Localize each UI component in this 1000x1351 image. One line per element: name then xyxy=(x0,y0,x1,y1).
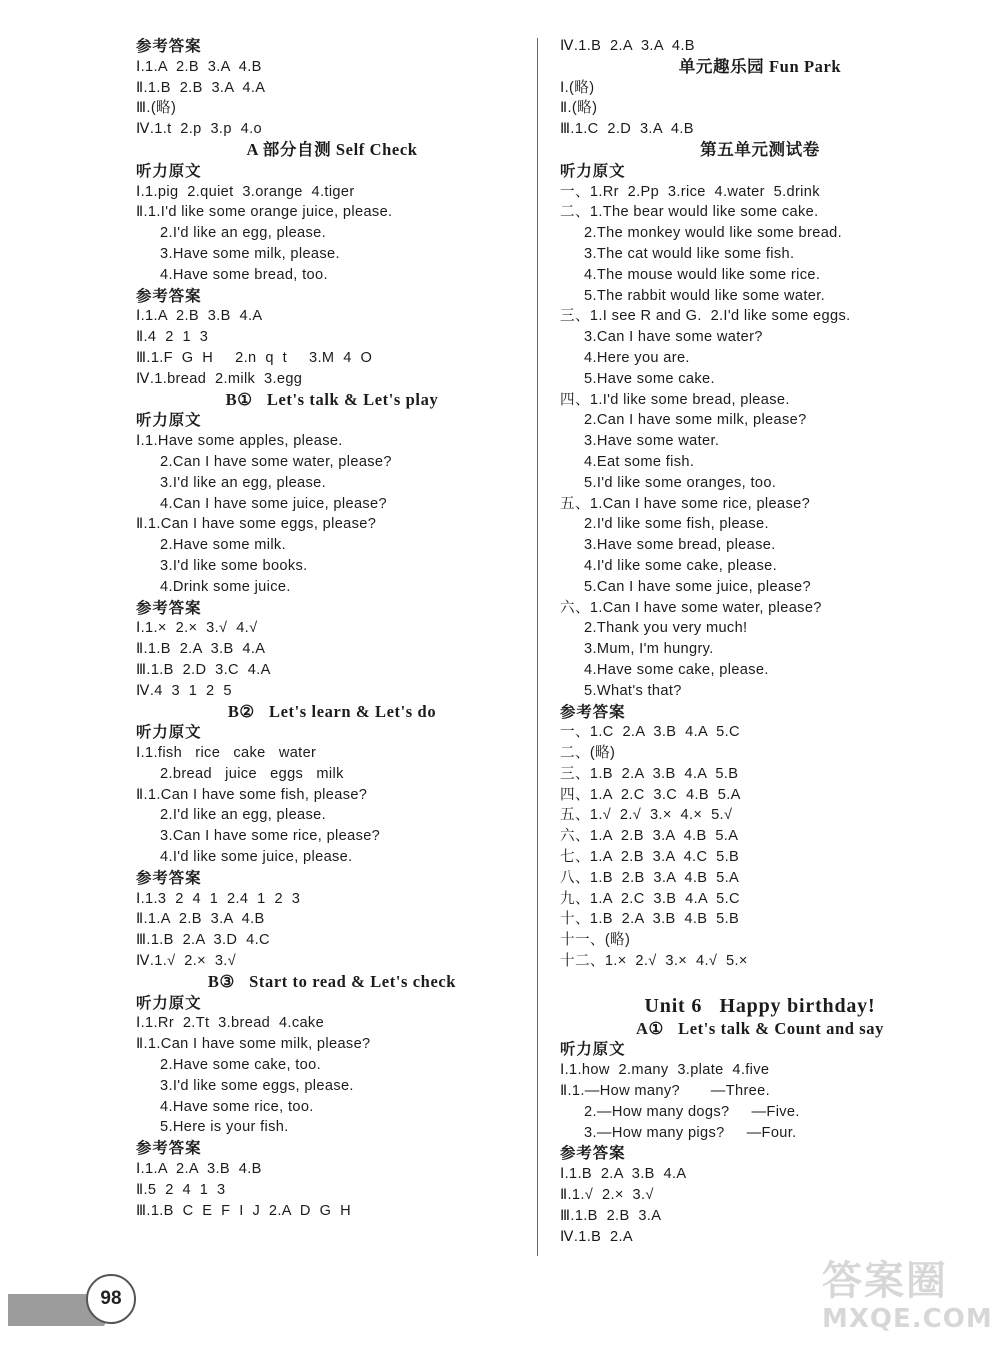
text-line: 4.The mouse would like some rice. xyxy=(584,266,821,283)
text-line: Ⅱ.1.B 2.A 3.B 4.A xyxy=(136,641,266,658)
text-line: 2.I'd like some fish, please. xyxy=(584,516,769,533)
section-heading: 参考答案 xyxy=(136,286,202,305)
text-line: 4.Have some cake, please. xyxy=(584,661,769,678)
left-column xyxy=(136,36,528,1221)
section-heading: 听力原文 xyxy=(560,161,626,180)
text-line: 5.Here is your fish. xyxy=(160,1119,289,1136)
text-line: 3.Can I have some water? xyxy=(584,329,763,346)
section-heading: 听力原文 xyxy=(136,993,202,1012)
text-line: 5.I'd like some oranges, too. xyxy=(584,474,777,491)
text-line: 五、1.Can I have some rice, please? xyxy=(560,495,811,512)
text-line: Ⅲ.1.B 2.B 3.A xyxy=(560,1207,662,1224)
text-line: 3.Have some bread, please. xyxy=(584,537,776,554)
text-line: Ⅲ.1.B C E F I J 2.A D G H xyxy=(136,1202,351,1219)
text-line: Ⅲ.1.C 2.D 3.A 4.B xyxy=(560,121,694,138)
spacer xyxy=(560,972,960,993)
text-line: Ⅳ.1.bread 2.milk 3.egg xyxy=(136,370,303,387)
section-heading: 听力原文 xyxy=(136,411,202,430)
text-line: 十一、(略) xyxy=(560,932,631,949)
text-line: Ⅰ.1.A 2.A 3.B 4.B xyxy=(136,1161,262,1178)
text-line: Ⅲ.(略) xyxy=(136,100,177,117)
text-line: 5.Have some cake. xyxy=(584,370,715,387)
text-line: Ⅰ.1.3 2 4 1 2.4 1 2 3 xyxy=(136,890,301,907)
text-line: 三、1.I see R and G. 2.I'd like some eggs. xyxy=(560,308,851,325)
text-line: Ⅰ.(略) xyxy=(560,79,595,96)
text-line: 4.Drink some juice. xyxy=(160,578,291,595)
watermark-logo-text: 答案圈 xyxy=(822,1258,948,1304)
watermark xyxy=(822,1258,992,1344)
text-line: 3.Have some milk, please. xyxy=(160,245,340,262)
text-line: 六、1.A 2.B 3.A 4.B 5.A xyxy=(560,828,739,845)
text-line: 3.I'd like some eggs, please. xyxy=(160,1077,354,1094)
text-line: 3.Mum, I'm hungry. xyxy=(584,641,714,658)
section-heading: 参考答案 xyxy=(136,1139,202,1158)
text-line: 5.The rabbit would like some water. xyxy=(584,287,825,304)
text-line: 二、(略) xyxy=(560,745,616,762)
text-line: 2.Can I have some water, please? xyxy=(160,453,392,470)
text-line: Ⅲ.1.B 2.D 3.C 4.A xyxy=(136,661,271,678)
text-line: 4.Can I have some juice, please? xyxy=(160,495,387,512)
text-line: 2.I'd like an egg, please. xyxy=(160,225,327,242)
section-heading: 参考答案 xyxy=(560,702,626,721)
text-line: 2.The monkey would like some bread. xyxy=(584,225,843,242)
unit-title: 单元趣乐园 Fun Park xyxy=(678,56,842,76)
text-line: Ⅱ.1.A 2.B 3.A 4.B xyxy=(136,911,265,928)
text-line: 2.bread juice eggs milk xyxy=(160,765,344,782)
text-line: 八、1.B 2.B 3.A 4.B 5.A xyxy=(560,869,740,886)
text-line: Ⅳ.1.√ 2.× 3.√ xyxy=(136,953,237,970)
text-line: 四、1.I'd like some bread, please. xyxy=(560,391,790,408)
text-line: 二、1.The bear would like some cake. xyxy=(560,204,819,221)
unit-title: A① Let's talk & Count and say xyxy=(636,1018,884,1038)
text-line: 3.Have some water. xyxy=(584,433,720,450)
text-line: Ⅱ.1.I'd like some orange juice, please. xyxy=(136,204,393,221)
text-line: 一、1.C 2.A 3.B 4.A 5.C xyxy=(560,724,740,741)
text-line: 4.Eat some fish. xyxy=(584,453,695,470)
text-line: Ⅱ.1.Can I have some milk, please? xyxy=(136,1036,371,1053)
watermark-url: MXQE.COM xyxy=(822,1304,993,1334)
text-line: 3.Can I have some rice, please? xyxy=(160,828,381,845)
text-line: 2.Have some milk. xyxy=(160,537,286,554)
unit-title: B② Let's learn & Let's do xyxy=(227,701,437,721)
text-line: 4.I'd like some juice, please. xyxy=(160,849,353,866)
text-line: Ⅰ.1.B 2.A 3.B 4.A xyxy=(560,1166,687,1183)
unit-title: B① Let's talk & Let's play xyxy=(225,389,439,409)
text-line: Ⅰ.1.Have some apples, please. xyxy=(136,433,343,450)
text-line: 5.What's that? xyxy=(584,682,682,699)
text-line: Ⅰ.1.× 2.× 3.√ 4.√ xyxy=(136,620,258,637)
text-line: Ⅱ.4 2 1 3 xyxy=(136,329,209,346)
text-line: Ⅰ.1.A 2.B 3.A 4.B xyxy=(136,58,262,75)
text-line: 十、1.B 2.A 3.B 4.B 5.B xyxy=(560,911,740,928)
text-line: Ⅰ.1.Rr 2.Tt 3.bread 4.cake xyxy=(136,1015,325,1032)
text-line: 3.I'd like some books. xyxy=(160,557,308,574)
text-line: Ⅳ.1.B 2.A xyxy=(560,1228,633,1245)
text-line: Ⅳ.4 3 1 2 5 xyxy=(136,682,232,699)
text-line: Ⅰ.1.pig 2.quiet 3.orange 4.tiger xyxy=(136,183,355,200)
text-line: 4.Here you are. xyxy=(584,349,690,366)
text-line: 2.I'd like an egg, please. xyxy=(160,807,327,824)
text-line: 4.I'd like some cake, please. xyxy=(584,557,778,574)
text-line: 3.The cat would like some fish. xyxy=(584,245,795,262)
text-line: Ⅱ.(略) xyxy=(560,100,598,117)
text-line: 2.—How many dogs? —Five. xyxy=(584,1103,800,1120)
text-line: 2.Thank you very much! xyxy=(584,620,748,637)
section-heading: 参考答案 xyxy=(136,868,202,887)
unit-title: 第五单元测试卷 xyxy=(700,139,820,159)
text-line: 三、1.B 2.A 3.B 4.A 5.B xyxy=(560,765,739,782)
text-line: 九、1.A 2.C 3.B 4.A 5.C xyxy=(560,890,740,907)
text-line: 十二、1.× 2.√ 3.× 4.√ 5.× xyxy=(560,953,748,970)
section-heading: 听力原文 xyxy=(136,161,202,180)
text-line: Ⅱ.1.Can I have some eggs, please? xyxy=(136,516,377,533)
section-heading: 听力原文 xyxy=(136,723,202,742)
text-line: 3.—How many pigs? —Four. xyxy=(584,1124,797,1141)
unit-title: Unit 6 Happy birthday! xyxy=(644,994,876,1017)
text-line: Ⅱ.1.√ 2.× 3.√ xyxy=(560,1187,654,1204)
unit-title: B③ Start to read & Let's check xyxy=(207,971,457,991)
text-line: 七、1.A 2.B 3.A 4.C 5.B xyxy=(560,849,740,866)
text-line: 2.Have some cake, too. xyxy=(160,1057,322,1074)
text-line: Ⅱ.1.—How many? —Three. xyxy=(560,1083,771,1100)
text-line: Ⅲ.1.F G H 2.n q t 3.M 4 O xyxy=(136,349,373,366)
text-line: Ⅱ.5 2 4 1 3 xyxy=(136,1181,226,1198)
text-line: Ⅱ.1.Can I have some fish, please? xyxy=(136,786,368,803)
text-line: 5.Can I have some juice, please? xyxy=(584,578,811,595)
section-heading: 参考答案 xyxy=(136,598,202,617)
text-line: 四、1.A 2.C 3.C 4.B 5.A xyxy=(560,786,741,803)
text-line: Ⅲ.1.B 2.A 3.D 4.C xyxy=(136,932,270,949)
text-line: Ⅳ.1.t 2.p 3.p 4.o xyxy=(136,121,262,138)
text-line: Ⅱ.1.B 2.B 3.A 4.A xyxy=(136,79,266,96)
text-line: Ⅰ.1.how 2.many 3.plate 4.five xyxy=(560,1062,770,1079)
text-line: Ⅳ.1.B 2.A 3.A 4.B xyxy=(560,38,695,54)
text-line: 六、1.Can I have some water, please? xyxy=(560,599,822,616)
text-line: 3.I'd like an egg, please. xyxy=(160,474,327,491)
text-line: Ⅰ.1.fish rice cake water xyxy=(136,745,317,762)
page-number: 98 xyxy=(86,1274,136,1324)
section-heading: 听力原文 xyxy=(560,1040,626,1059)
column-divider xyxy=(537,38,538,1256)
text-line: 4.Have some rice, too. xyxy=(160,1098,314,1115)
section-heading: 参考答案 xyxy=(560,1144,626,1163)
text-line: 一、1.Rr 2.Pp 3.rice 4.water 5.drink xyxy=(560,183,820,200)
unit-title: A 部分自测 Self Check xyxy=(246,139,418,159)
text-line: Ⅰ.1.A 2.B 3.B 4.A xyxy=(136,308,263,325)
text-line: 五、1.√ 2.√ 3.× 4.× 5.√ xyxy=(560,807,733,824)
right-column xyxy=(560,36,960,1247)
text-line: 4.Have some bread, too. xyxy=(160,266,328,283)
section-heading: 参考答案 xyxy=(136,37,202,55)
text-line: 2.Can I have some milk, please? xyxy=(584,412,807,429)
